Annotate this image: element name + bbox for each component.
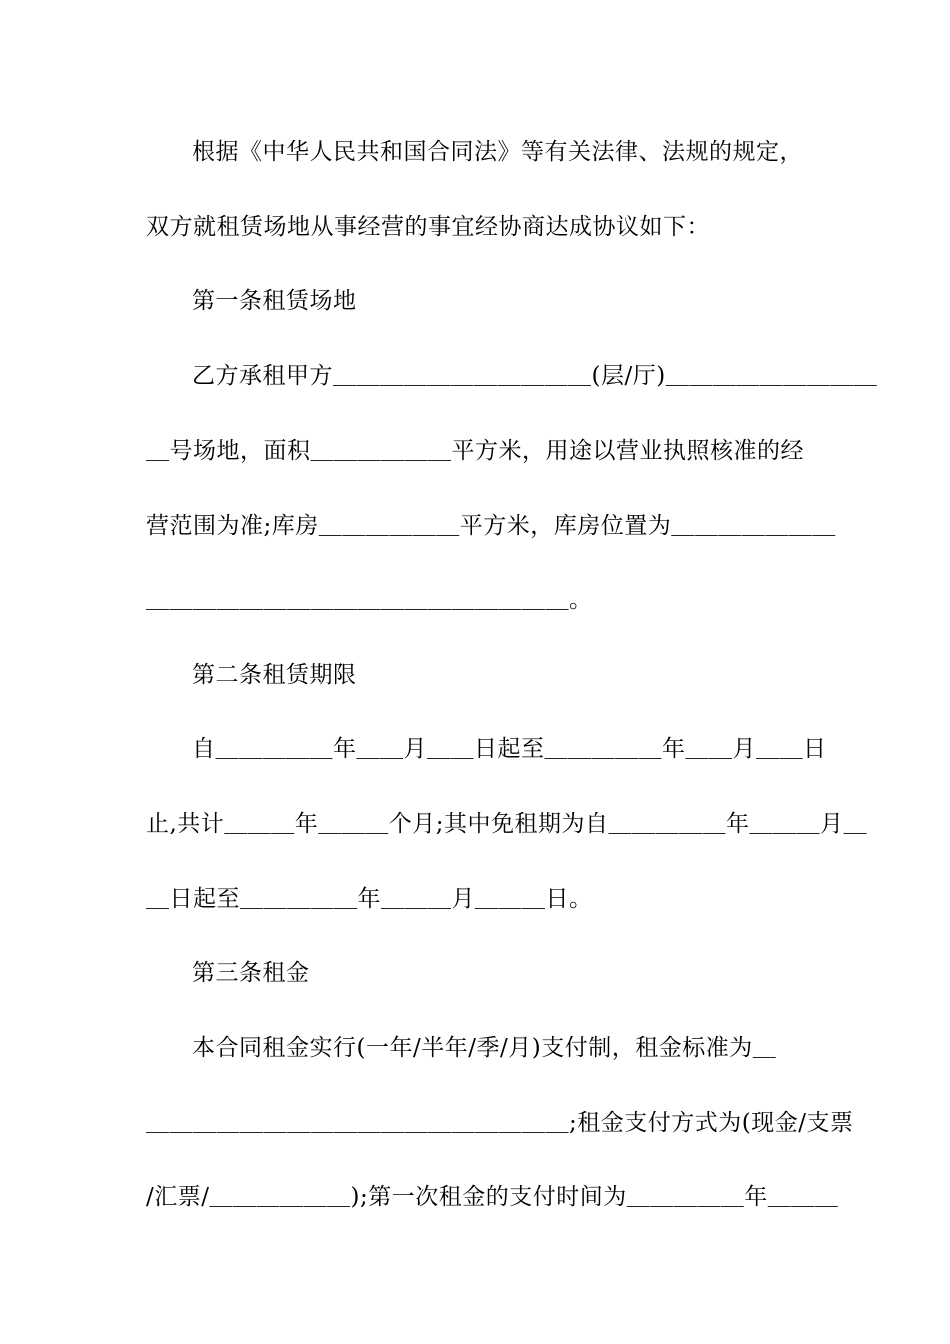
section-heading-2: 第二条租赁期限 [192, 662, 357, 688]
section-3-line-1: 本合同租金实行(一年/半年/季/月)支付制，租金标准为＿ [192, 1035, 777, 1061]
section-1-line-3: 营范围为准;库房＿＿＿＿＿＿平方米，库房位置为＿＿＿＿＿＿＿ [146, 513, 836, 539]
section-heading-1: 第一条租赁场地 [192, 288, 357, 314]
paragraph-intro-line-1: 根据《中华人民共和国合同法》等有关法律、法规的规定， [192, 139, 803, 165]
section-3-line-2: ＿＿＿＿＿＿＿＿＿＿＿＿＿＿＿＿＿＿;租金支付方式为(现金/支票 [146, 1110, 854, 1136]
paragraph-intro-line-2: 双方就租赁场地从事经营的事宜经协商达成协议如下： [146, 214, 710, 240]
section-2-line-3: ＿日起至＿＿＿＿＿年＿＿＿月＿＿＿日。 [146, 886, 593, 912]
section-1-line-2: ＿号场地，面积＿＿＿＿＿＿平方米，用途以营业执照核准的经 [146, 438, 804, 464]
section-2-line-1: 自＿＿＿＿＿年＿＿月＿＿日起至＿＿＿＿＿年＿＿月＿＿日 [192, 736, 827, 762]
section-2-line-2: 止,共计＿＿＿年＿＿＿个月;其中免租期为自＿＿＿＿＿年＿＿＿月＿ [146, 811, 868, 837]
section-heading-3: 第三条租金 [192, 960, 310, 986]
section-1-line-4: ＿＿＿＿＿＿＿＿＿＿＿＿＿＿＿＿＿＿。 [146, 587, 593, 613]
section-1-line-1: 乙方承租甲方＿＿＿＿＿＿＿＿＿＿＿(层/厅)＿＿＿＿＿＿＿＿＿ [192, 363, 878, 389]
section-3-line-3: /汇票/＿＿＿＿＿＿);第一次租金的支付时间为＿＿＿＿＿年＿＿＿ [146, 1184, 839, 1210]
